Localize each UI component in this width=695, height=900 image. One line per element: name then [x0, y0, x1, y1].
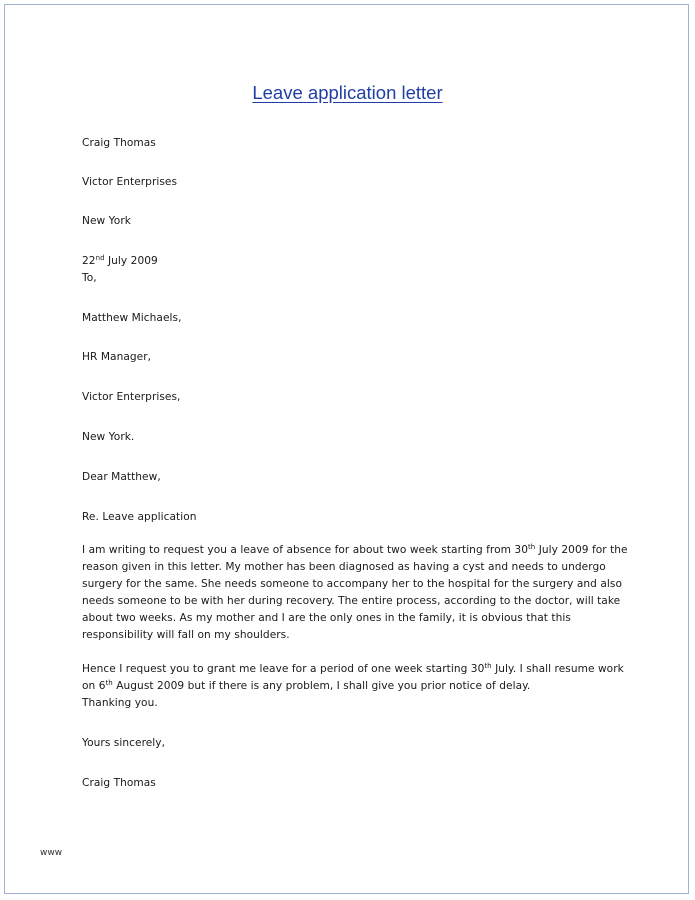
- paragraph1-line4: needs someone to be with her during recovery. The entire process, according to the doctor, will take: [82, 595, 621, 607]
- p2-l1-sup: th: [484, 662, 492, 670]
- p1-l1-text-a: I am writing to request you a leave of absence for about two week starting from 30: [82, 544, 528, 556]
- footer-mark: www: [40, 848, 63, 858]
- salutation: Dear Matthew,: [82, 471, 161, 483]
- letter-title: Leave application letter: [252, 82, 443, 103]
- signature: Craig Thomas: [82, 777, 156, 789]
- paragraph1-line2: reason given in this letter. My mother has been diagnosed as having a cyst and needs to undergo: [82, 561, 606, 573]
- recipient-title: HR Manager,: [82, 351, 152, 363]
- paragraph1-line5: about two weeks. As my mother and I are the only ones in the family, it is obvious that this: [82, 612, 571, 624]
- date-day: 22: [82, 255, 96, 267]
- sender-company: Victor Enterprises: [82, 176, 178, 188]
- paragraph2-line2: [82, 678, 530, 695]
- to-label: To,: [82, 272, 97, 284]
- p1-l1-sup: th: [528, 543, 536, 551]
- paragraph2-line1: [82, 661, 624, 678]
- p1-l1-text-b: July 2009 for the: [535, 544, 628, 556]
- sender-name: Craig Thomas: [82, 137, 156, 149]
- p2-l2-sup: th: [105, 679, 113, 687]
- recipient-city: New York.: [82, 431, 135, 443]
- recipient-name: Matthew Michaels,: [82, 312, 182, 324]
- recipient-company: Victor Enterprises,: [82, 391, 181, 403]
- closing: Yours sincerely,: [82, 737, 166, 749]
- letter-date: [82, 253, 158, 270]
- p2-l2-text-b: August 2009 but if there is any problem, I shall give you prior notice of delay.: [112, 680, 531, 692]
- paragraph2-line3: Thanking you.: [82, 697, 158, 709]
- date-suffix: nd: [95, 254, 105, 262]
- p2-l1-text-b: July. I shall resume work: [491, 663, 624, 675]
- subject-line: Re. Leave application: [82, 511, 197, 523]
- p2-l2-text-a: on 6: [82, 680, 106, 692]
- paragraph1-line6: responsibility will fall on my shoulders.: [82, 629, 290, 641]
- sender-city: New York: [82, 215, 131, 227]
- paragraph1-line3: surgery for the same. She needs someone to accompany her to the hospital for the surgery and also: [82, 578, 622, 590]
- paragraph1-line1: [82, 542, 628, 559]
- p2-l1-text-a: Hence I request you to grant me leave for a period of one week starting 30: [82, 663, 485, 675]
- date-rest: July 2009: [104, 255, 158, 267]
